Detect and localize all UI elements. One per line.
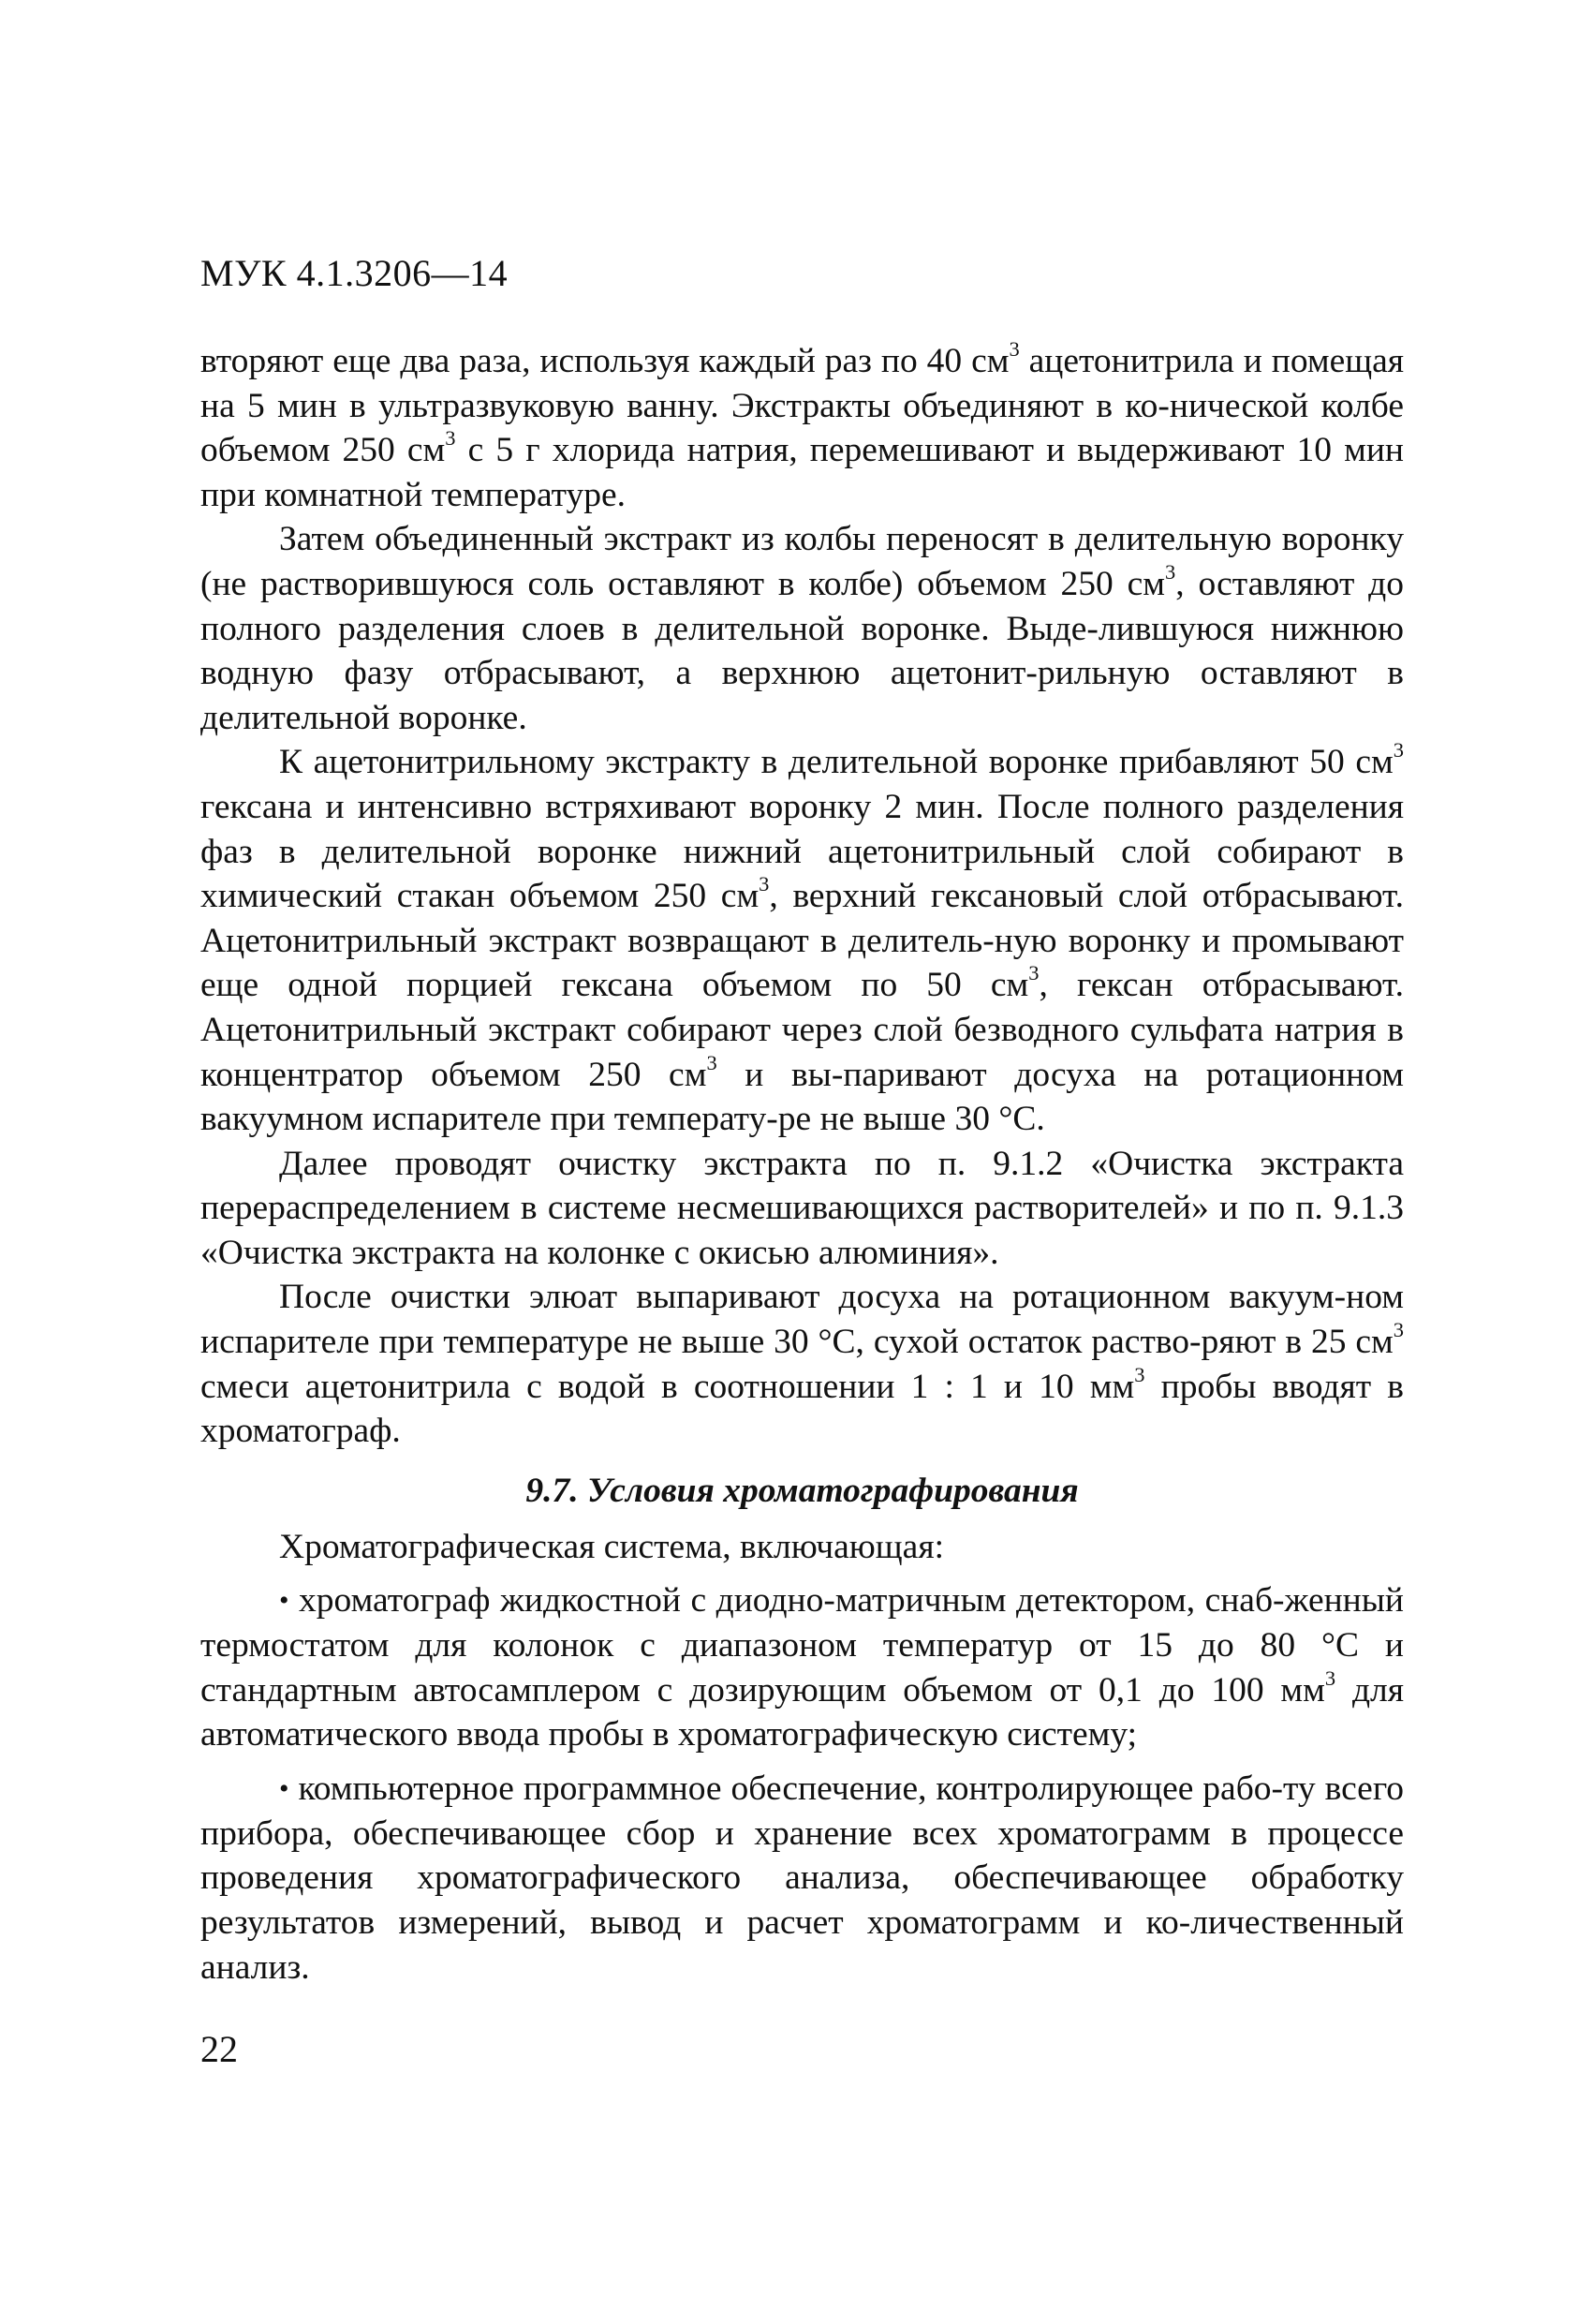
bullet-paragraph [200,1578,1404,1757]
text-run: помещая на 5 мин в ультразвуковую ванну. Экстракты объединяют в ко- [200,342,1405,425]
text-run: ряют в 25 см [1201,1323,1394,1362]
text-run: выдерживают 10 мин при комнатной температуре. [200,431,1404,514]
paragraph [200,517,1404,740]
page-number: 22 [200,2028,238,2070]
text-run: для автоматического ввода пробы в хроматографическую систему; [200,1670,1405,1754]
text-run: ацетонитрила и [1019,342,1262,380]
paragraph [200,740,1404,1141]
bullet-paragraph [200,1767,1404,1990]
superscript: 3 [759,872,770,896]
text-run: Затем объединенный экстракт из колбы переносят в делительную [279,520,1272,559]
text-run: п. 9.1.3 «Очистка экстракта на колонке с окисью алюминия». [200,1189,1404,1272]
text-run: , верхний гексановый [769,877,1104,916]
document-code-header: МУК 4.1.3206—14 [200,252,509,294]
text-run: смеси ацетонитрила с водой в соотношении 1 : 1 и 10 мм [200,1367,1135,1406]
superscript: 3 [1393,738,1405,762]
text-run: , [1175,564,1185,603]
text-run: с 5 г хлорида натрия, перемешивают и [455,431,1066,470]
text-run: женный термостатом для колонок с диапазоном температур от 15 до 80 °С [200,1581,1404,1665]
text-run: После очистки элюат выпаривают досуха на ротационном вакуум- [279,1278,1347,1317]
superscript: 3 [1009,337,1020,362]
text-run: и стандартным автосамплером с дозирующим объемом от 0,1 до 100 мм [200,1626,1404,1710]
text-run: компьютерное программное обеспечение, контролирующее рабо- [298,1769,1284,1809]
text-run: хроматограф жидкостной с диодно-матричным детектором, снаб- [299,1581,1285,1621]
superscript: 3 [1164,560,1176,585]
body-text [200,339,1404,1990]
superscript: 3 [1028,961,1040,985]
text-run: слой отбрасывают. Ацетонитрильный экстракт возвращают в делитель- [200,877,1404,960]
text-run: собирают в химический стакан объемом 250 см [200,832,1405,916]
superscript: 3 [1393,1318,1404,1342]
text-run: обработку результатов измерений, вывод и расчет хроматограмм и ко- [200,1858,1404,1942]
text-run: ном испарителе при температуре не выше 30 °С, сухой остаток раство- [200,1278,1404,1362]
paragraph [200,339,1404,517]
text-run: лившуюся нижнюю водную фазу отбрасывают, а верхнюю ацетонит- [200,609,1405,693]
section-heading [200,1465,1404,1517]
text-run: оставляют до полного разделения слоев в делительной воронке. Выде- [200,564,1405,648]
superscript: 3 [706,1050,717,1074]
text-run: ную воронку и промывают еще одной порцией гексана объемом по [200,921,1404,1005]
paragraph [200,1275,1404,1453]
text-run: 9.7. Условия хроматографирования [525,1471,1079,1510]
text-run: Хроматографическая система, включающая: [279,1527,944,1566]
text-run: паривают досуха на ротационном вакуумном испарителе при температу- [200,1055,1404,1139]
text-run: пробы вводят в хроматограф. [200,1367,1404,1451]
text-run: вторяют еще два раза, используя каждый раз по 40 см [200,342,1010,380]
text-run: перераспределением в системе несмешивающихся растворителей» и по [200,1189,1286,1228]
text-run: слой безводного сульфата натрия в концентратор объемом 250 см [200,1010,1404,1094]
text-run: личественный анализ. [200,1903,1404,1987]
superscript: 3 [445,426,456,451]
superscript: 3 [1324,1665,1336,1690]
text-run: 50 см [1309,743,1394,782]
superscript: 3 [1134,1362,1145,1386]
text-run: 50 см [926,966,1029,1005]
text-run: в процессе проведения хроматографического анализа, обеспечивающее [200,1813,1405,1898]
text-run: К ацетонитрильному экстракту в делительной воронке прибавляют [279,743,1299,782]
text-run: ре не выше 30 °С. [777,1100,1045,1139]
text-run: ту всего прибора, обеспечивающее сбор и хранение всех хроматограмм [200,1769,1405,1853]
bullet-mark: • [279,1585,289,1617]
text-run: разделения фаз в делительной воронке нижний ацетонитрильный слой [200,787,1404,871]
paragraph [200,1525,1404,1570]
text-run: рильную оставляют в делительной воронке. [200,654,1404,737]
text-run: гексана и интенсивно встряхивают воронку 2 мин. После полного [200,787,1224,826]
text-run: воронку (не растворившуюся соль оставляют в колбе) объемом 250 см [200,520,1404,603]
text-run: , гексан отбрасывают. Ацетонитрильный экстракт собирают через [200,966,1404,1049]
text-run: нической колбе объемом 250 см [200,386,1404,470]
text-run: и вы- [716,1055,844,1094]
bullet-mark: • [279,1773,289,1805]
text-run: Далее проводят очистку экстракта по п. 9.1.2 «Очистка экстракта [279,1144,1404,1183]
paragraph [200,1142,1404,1276]
